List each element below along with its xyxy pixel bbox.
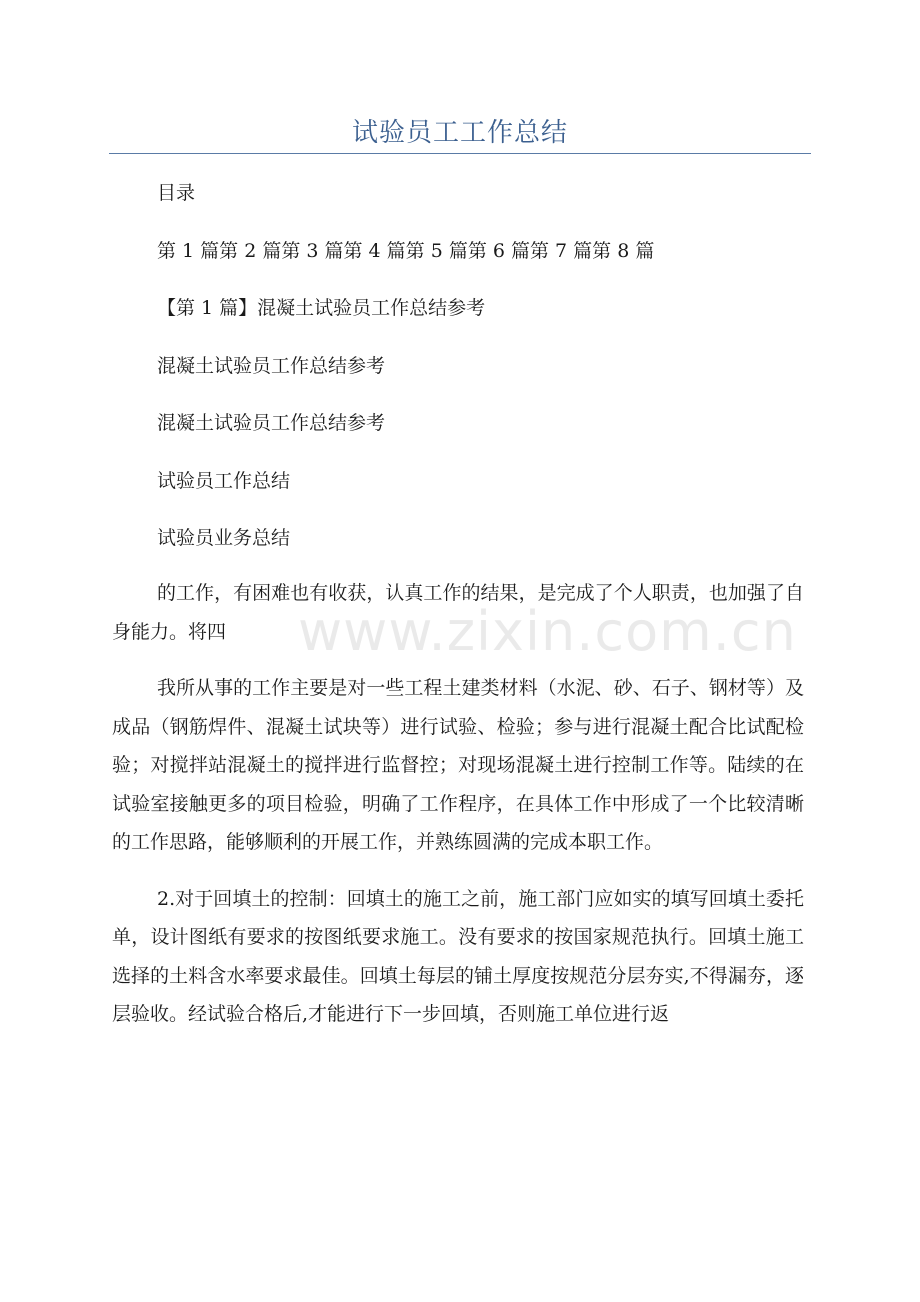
section-heading: 【第 1 篇】混凝土试验员工作总结参考: [157, 297, 486, 319]
subtitle-line: 混凝土试验员工作总结参考: [157, 354, 386, 377]
body-paragraph: 的工作，有困难也有收获，认真工作的结果，是完成了个人职责，也加强了自身能力。将四: [112, 582, 804, 643]
body-paragraph: 我所从事的工作主要是对一些工程土建类材料（水泥、砂、石子、钢材等）及成品（钢筋焊件、混凝土试块等）进行试验、检验；参与进行混凝土配合比试配检验；对搅拌站混凝土的搅拌进行监督控；对现场混凝土进行控制工作等。陆续的在试验室接触更多的项目检验，明确了工作程序，在具体工作中形成了一个比较清晰的工作思路，能够顺利的开展工作，并熟练圆满的完成本职工作。: [112, 677, 804, 853]
title-divider: [109, 153, 811, 154]
subtitle-line: 混凝土试验员工作总结参考: [157, 412, 386, 434]
subtitle-line: 试验员业务总结: [157, 527, 291, 549]
document-body: [112, 172, 804, 1052]
watermark-text: www.zixin.com.cn: [298, 600, 797, 663]
toc-items: 第 1 篇第 2 篇第 3 篇第 4 篇第 5 篇第 6 篇第 7 篇第 8 篇: [157, 239, 655, 262]
toc-label: 目录: [157, 182, 196, 204]
document-title: 试验员工工作总结: [351, 118, 568, 148]
body-paragraph: 2.对于回填土的控制：回填土的施工之前，施工部门应如实的填写回填土委托单，设计图纸有要求的按图纸要求施工。没有要求的按国家规范执行。回填土施工选择的土料含水率要求最佳。回填土每层的铺土厚度按规范分层夯实,不得漏夯，逐层验收。经试验合格后,才能进行下一步回填，否则施工单位进行返: [112, 887, 804, 1025]
subtitle-line: 试验员工作总结: [157, 469, 291, 492]
